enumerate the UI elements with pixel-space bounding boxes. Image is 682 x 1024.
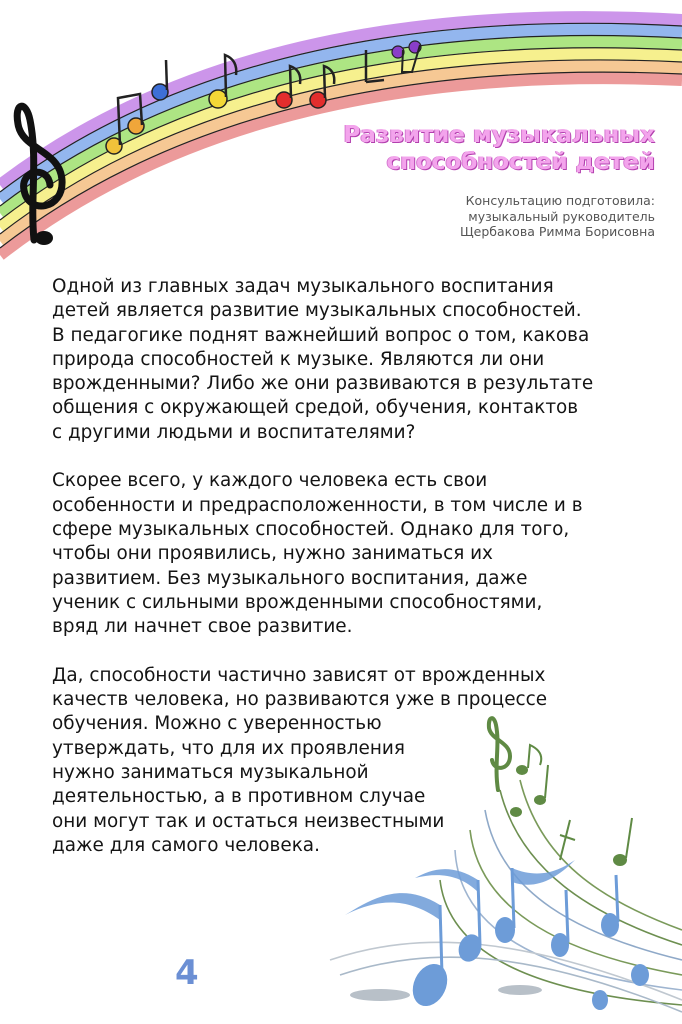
text-line: сфере музыкальных способностей. Однако для того, (52, 518, 570, 540)
text-line: утверждать, что для их проявления (52, 737, 405, 759)
credits-line-3: Щербакова Римма Борисовна (459, 224, 655, 239)
text-line: природа способностей к музыке. Являются ли они (52, 348, 545, 370)
text-line: с другими людьми и воспитателями? (52, 421, 416, 443)
paragraph-3 (52, 664, 652, 858)
text-line: они могут так и остаться неизвестными (52, 810, 445, 832)
credits-line-2: музыкальный руководитель (468, 208, 655, 224)
text-line: обучения. Можно с уверенностью (52, 713, 382, 735)
text-line: врожденными? Либо же они развиваются в результате (52, 373, 594, 395)
title-line-2: способностей детей (386, 149, 655, 175)
text-line: особенности и предрасположенности, в том числе и в (52, 494, 583, 516)
paragraph-2 (52, 469, 652, 639)
text-line: общения с окружающей средой, обучения, контактов (52, 397, 579, 419)
text-line: вряд ли начнет свое развитие. (52, 616, 353, 638)
text-line: Скорее всего, у каждого человека есть свои (52, 470, 488, 492)
credits-line-1: Консультацию подготовила: (465, 193, 655, 208)
text-line: развитием. Без музыкального воспитания, даже (52, 567, 528, 589)
text-line: детей является развитие музыкальных способностей. (52, 300, 582, 322)
text-line: Да, способности частично зависят от врожденных (52, 664, 546, 686)
text-line: качеств человека, но развиваются уже в процессе (52, 689, 548, 711)
text-line: ученик с сильными врожденными способностями, (52, 591, 543, 613)
text-line: чтобы они проявились, нужно заниматься их (52, 543, 493, 565)
text-line: даже для самого человека. (52, 834, 320, 856)
text-line: Одной из главных задач музыкального воспитания (52, 276, 554, 297)
article-body (52, 275, 652, 882)
text-line: нужно заниматься музыкальной (52, 761, 369, 783)
paragraph-1 (52, 275, 652, 445)
title-line-1: Развитие музыкальных (343, 122, 655, 148)
page-number: 4 (175, 953, 199, 993)
text-line: В педагогике поднят важнейший вопрос о том, какова (52, 324, 590, 346)
text-line: деятельностью, а в противном случае (52, 786, 426, 808)
